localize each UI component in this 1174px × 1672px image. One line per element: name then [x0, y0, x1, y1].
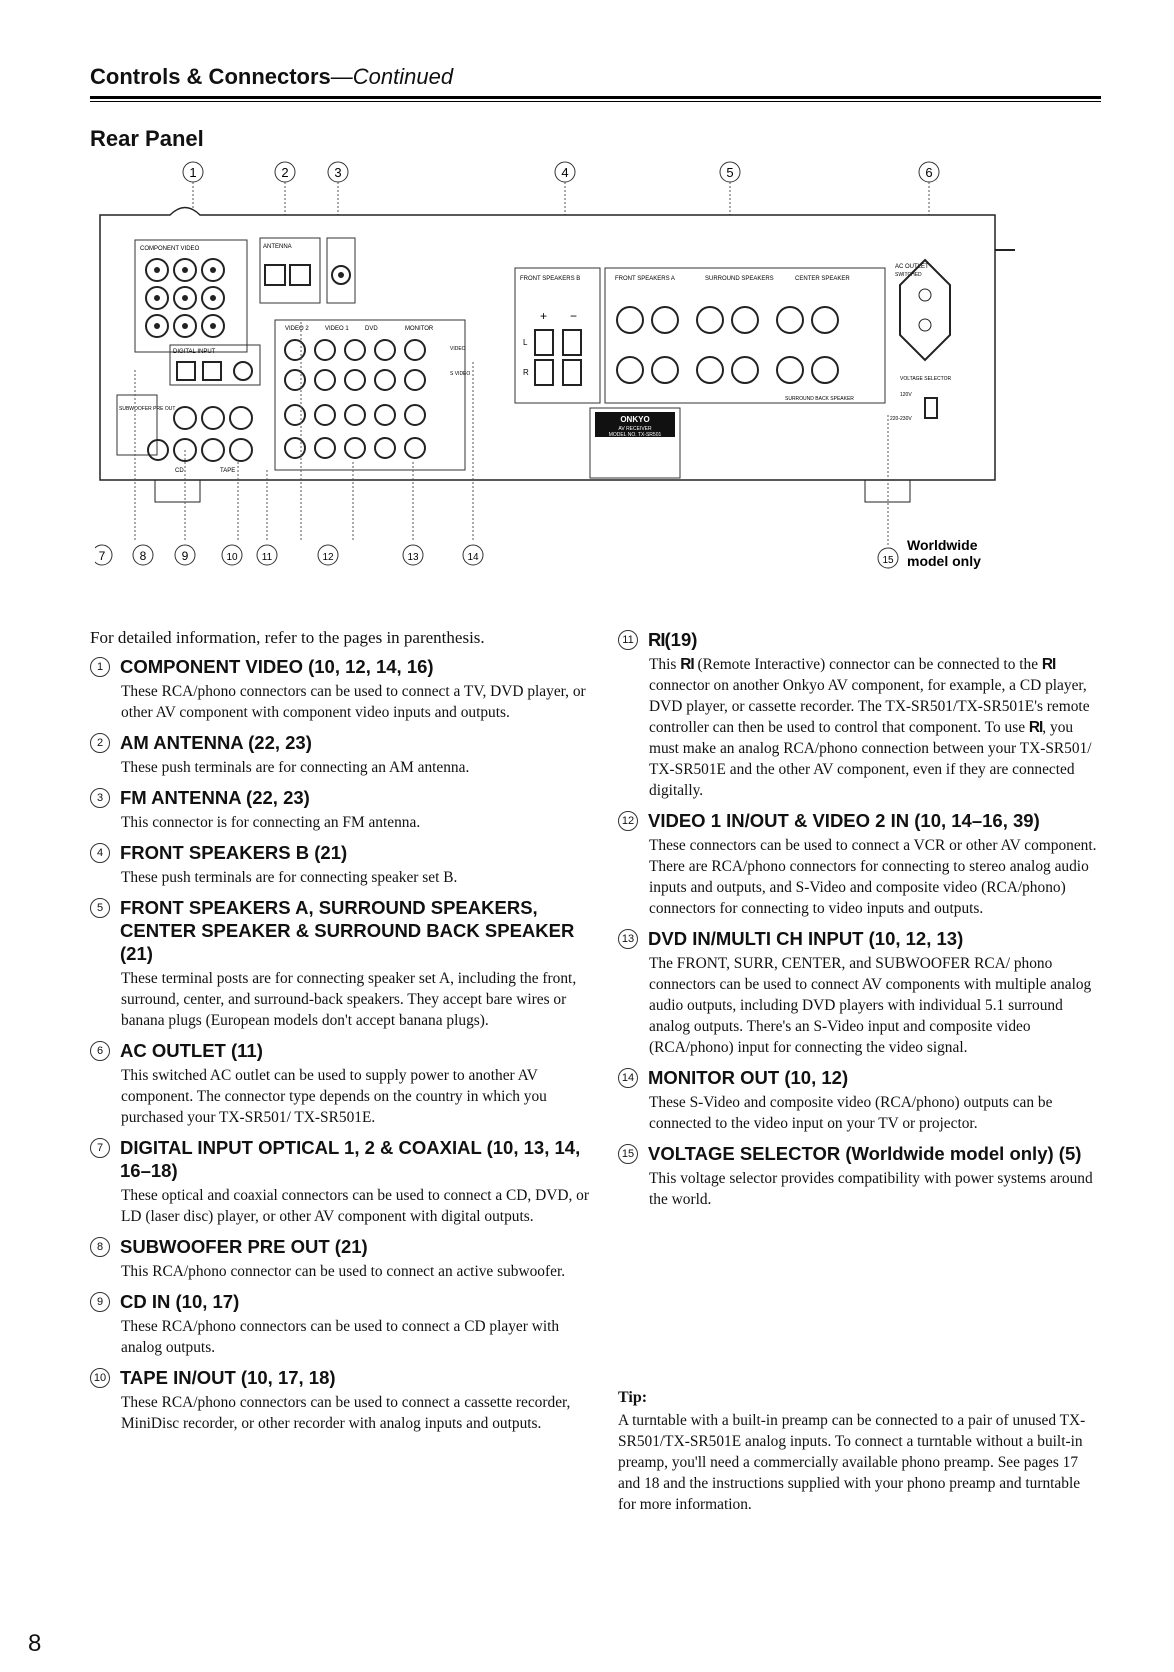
item-3 — [90, 786, 590, 833]
svg-text:FRONT SPEAKERS B: FRONT SPEAKERS B — [520, 276, 581, 282]
item-number: 12 — [618, 811, 638, 831]
svg-text:120V: 120V — [900, 392, 912, 398]
ri-logo-inline: RI — [1041, 656, 1056, 673]
header-title-main: Controls & Connectors — [90, 64, 331, 89]
svg-text:11: 11 — [261, 552, 273, 563]
svg-text:FRONT SPEAKERS A: FRONT SPEAKERS A — [615, 276, 675, 282]
item-number: 15 — [618, 1144, 638, 1164]
callout-12 — [318, 545, 338, 565]
ri-body-part: This — [649, 656, 681, 673]
svg-text:MODEL NO. TX-SR501: MODEL NO. TX-SR501 — [608, 432, 662, 438]
callout-15 — [878, 548, 898, 568]
item-title: CD IN (10, 17) — [120, 1291, 240, 1312]
item-body: The FRONT, SURR, CENTER, and SUBWOOFER RCA/ phono connectors can be used to connect AV components with multiple analog audio outputs, including DVD players with individual 5.1 surround analog outputs. There's an S-Video input and composite video (RCA/phono) input for connecting the video signal. — [649, 955, 1092, 1056]
item-5 — [90, 896, 590, 1031]
svg-text:14: 14 — [467, 552, 479, 563]
ri-logo-inline: RI — [680, 656, 694, 673]
item-title: VIDEO 1 IN/OUT & VIDEO 2 IN (10, 14–16, 39) — [648, 810, 1040, 831]
worldwide-label-2: model only — [907, 553, 981, 569]
item-body: These RCA/phono connectors can be used to connect a CD player with analog outputs. — [121, 1318, 560, 1356]
svg-text:DIGITAL INPUT: DIGITAL INPUT — [173, 349, 216, 355]
header-rule-thick — [90, 96, 1101, 99]
item-body: This switched AC outlet can be used to supply power to another AV component. The connector type depends on the country in which you purchased your TX-SR501/ TX-SR501E. — [121, 1067, 547, 1126]
callout-2 — [275, 162, 295, 182]
svg-text:8: 8 — [139, 549, 147, 563]
svg-text:9: 9 — [181, 549, 189, 563]
svg-text:5: 5 — [726, 165, 734, 180]
item-1 — [90, 655, 590, 723]
foot-left — [155, 480, 200, 502]
ri-logo-inline: RI — [1028, 719, 1043, 736]
callout-1 — [183, 162, 203, 182]
item-title: TAPE IN/OUT (10, 17, 18) — [120, 1367, 336, 1388]
svg-text:L: L — [523, 338, 528, 347]
right-column — [618, 628, 1100, 1218]
svg-text:−: − — [570, 309, 578, 323]
item-body: These push terminals are for connecting speaker set B. — [121, 869, 458, 886]
header-rule-thin — [90, 101, 1101, 102]
top-callouts — [183, 162, 939, 182]
ri-logo: RI — [648, 629, 665, 650]
item-title: AC OUTLET (11) — [120, 1040, 263, 1061]
item-7 — [90, 1136, 590, 1227]
bottom-callouts — [95, 545, 898, 568]
page-header — [90, 64, 1100, 90]
item-body: These optical and coaxial connectors can be used to connect a CD, DVD, or LD (laser disc) player, or other AV component with digital outputs. — [121, 1187, 589, 1225]
callout-11 — [257, 545, 277, 565]
svg-text:S VIDEO: S VIDEO — [450, 371, 471, 377]
svg-text:12: 12 — [322, 552, 334, 563]
item-body: These S-Video and composite video (RCA/phono) outputs can be connected to the video input on your TV or projector. — [649, 1094, 1053, 1132]
item-body: This connector is for connecting an FM antenna. — [121, 814, 421, 831]
rear-panel-diagram — [95, 160, 1105, 615]
svg-text:ONKYO: ONKYO — [620, 415, 650, 424]
svg-text:SUBWOOFER PRE OUT: SUBWOOFER PRE OUT — [119, 406, 176, 412]
item-12 — [618, 809, 1100, 919]
svg-text:SURROUND SPEAKERS: SURROUND SPEAKERS — [705, 276, 774, 282]
svg-text:6: 6 — [925, 165, 933, 180]
item-title: MONITOR OUT (10, 12) — [648, 1067, 849, 1088]
svg-text:VIDEO 2: VIDEO 2 — [285, 326, 309, 332]
section-title: Rear Panel — [90, 126, 204, 151]
item-13 — [618, 927, 1100, 1058]
item-body: These RCA/phono connectors can be used to connect a cassette recorder, MiniDisc recorder, or other recorder with analog inputs and outputs. — [121, 1394, 571, 1432]
item-body — [649, 654, 1100, 801]
item-body: This RCA/phono connector can be used to connect an active subwoofer. — [121, 1263, 566, 1280]
svg-text:220-230V: 220-230V — [890, 416, 912, 422]
svg-text:SURROUND BACK SPEAKER: SURROUND BACK SPEAKER — [785, 396, 854, 402]
svg-text:7: 7 — [98, 549, 106, 563]
page-number: 8 — [28, 1630, 42, 1657]
svg-text:CD: CD — [175, 468, 184, 474]
item-title: SUBWOOFER PRE OUT (21) — [120, 1236, 368, 1257]
callout-9 — [175, 545, 195, 565]
item-number: 6 — [90, 1041, 110, 1061]
item-number: 1 — [90, 657, 110, 677]
item-4 — [90, 841, 590, 888]
item-8 — [90, 1235, 590, 1282]
svg-text:1: 1 — [189, 165, 197, 180]
item-number: 10 — [90, 1368, 110, 1388]
item-2 — [90, 731, 590, 778]
svg-text:TAPE: TAPE — [220, 468, 236, 474]
callout-4 — [555, 162, 575, 182]
svg-text:15: 15 — [882, 555, 894, 566]
item-title: VOLTAGE SELECTOR (Worldwide model only) (5) — [648, 1143, 1082, 1164]
intro-text: For detailed information, refer to the pages in parenthesis. — [90, 628, 485, 647]
svg-text:DVD: DVD — [365, 326, 378, 332]
svg-text:VOLTAGE SELECTOR: VOLTAGE SELECTOR — [900, 376, 952, 382]
svg-text:SWITCHED: SWITCHED — [895, 272, 922, 278]
item-body: These push terminals are for connecting an AM antenna. — [121, 759, 470, 776]
callout-6 — [919, 162, 939, 182]
item-body: These connectors can be used to connect a VCR or other AV component. There are RCA/phono connectors for connecting to stereo analog audio inputs and outputs, and S-Video and composite video (RCA/phono) connectors for connecting to video inputs and outputs. — [649, 837, 1097, 917]
callout-8 — [133, 545, 153, 565]
tip-text: A turntable with a built-in preamp can be connected to a pair of unused TX-SR501/TX-SR501E analog inputs. To connect a turntable without a built-in preamp, you'll need a commercially available phono preamp. See pages 17 and 18 and the instructions supplied with your phono preamp and turntable for more information. — [618, 1412, 1086, 1513]
ri-body-part: , you must make an analog RCA/phono connection between your TX-SR501/ TX-SR501E and the other AV component, even if they are connected digitally. — [649, 719, 1092, 799]
item-10 — [90, 1366, 590, 1434]
item-title: COMPONENT VIDEO (10, 12, 14, 16) — [120, 656, 434, 677]
item-title: AM ANTENNA (22, 23) — [120, 732, 312, 753]
chassis-outline — [100, 208, 995, 481]
item-body: These terminal posts are for connecting speaker set A, including the front, surround, center, and surround-back speakers. They accept bare wires or banana plugs (European models don't accept banana plugs). — [121, 970, 577, 1029]
ri-body-part: (Remote Interactive) connector can be connected to the — [693, 656, 1042, 673]
svg-text:VIDEO: VIDEO — [450, 346, 466, 352]
ri-body-part: connector on another Onkyo AV component, for example, a CD player, DVD player, or cassette recorder. The TX-SR501/TX-SR501E's remote controller can then be used to control that component. To use — [649, 677, 1090, 736]
callout-13 — [403, 545, 423, 565]
item-title: FRONT SPEAKERS A, SURROUND SPEAKERS, CENTER SPEAKER & SURROUND BACK SPEAKER (21) — [120, 897, 575, 964]
svg-text:13: 13 — [407, 552, 419, 563]
item-number: 2 — [90, 733, 110, 753]
callout-3 — [328, 162, 348, 182]
svg-text:10: 10 — [226, 552, 238, 563]
svg-text:2: 2 — [281, 165, 289, 180]
item-9 — [90, 1290, 590, 1358]
item-6 — [90, 1039, 590, 1128]
callout-7 — [95, 545, 112, 565]
item-title-suffix: (19) — [664, 629, 698, 650]
svg-text:COMPONENT VIDEO: COMPONENT VIDEO — [140, 246, 200, 252]
item-number: 4 — [90, 843, 110, 863]
item-body: This voltage selector provides compatibility with power systems around the world. — [649, 1170, 1093, 1208]
svg-text:AC OUTLET: AC OUTLET — [895, 264, 929, 270]
item-number: 8 — [90, 1237, 110, 1257]
callout-14 — [463, 545, 483, 565]
tip-label: Tip: — [618, 1389, 648, 1406]
svg-text:VIDEO 1: VIDEO 1 — [325, 326, 349, 332]
item-11-ri — [618, 628, 1100, 801]
item-title: DIGITAL INPUT OPTICAL 1, 2 & COAXIAL (10, 13, 14, 16–18) — [120, 1137, 581, 1181]
svg-text:4: 4 — [561, 165, 569, 180]
svg-text:ANTENNA: ANTENNA — [263, 244, 292, 250]
item-title: FM ANTENNA (22, 23) — [120, 787, 310, 808]
svg-text:MONITOR: MONITOR — [405, 326, 434, 332]
item-number: 3 — [90, 788, 110, 808]
item-title: FRONT SPEAKERS B (21) — [120, 842, 348, 863]
item-15 — [618, 1142, 1100, 1210]
item-number: 7 — [90, 1138, 110, 1158]
svg-text:3: 3 — [334, 165, 342, 180]
left-column — [90, 655, 590, 1442]
item-number: 9 — [90, 1292, 110, 1312]
svg-text:R: R — [523, 368, 529, 377]
callout-10 — [222, 545, 242, 565]
callout-5 — [720, 162, 740, 182]
item-number: 13 — [618, 929, 638, 949]
svg-text:+: + — [540, 309, 548, 323]
header-title — [90, 64, 453, 89]
worldwide-label-1: Worldwide — [907, 537, 978, 553]
svg-text:CENTER SPEAKER: CENTER SPEAKER — [795, 276, 850, 282]
svg-text:AV RECEIVER: AV RECEIVER — [618, 426, 652, 432]
header-title-continued: —Continued — [330, 64, 454, 89]
item-number: 11 — [618, 630, 638, 650]
item-body: These RCA/phono connectors can be used to connect a TV, DVD player, or other AV component with component video inputs and outputs. — [121, 683, 586, 721]
item-number: 5 — [90, 898, 110, 918]
item-14 — [618, 1066, 1100, 1134]
item-title: DVD IN/MULTI CH INPUT (10, 12, 13) — [648, 928, 964, 949]
item-number: 14 — [618, 1068, 638, 1088]
tip-box — [618, 1389, 1100, 1515]
